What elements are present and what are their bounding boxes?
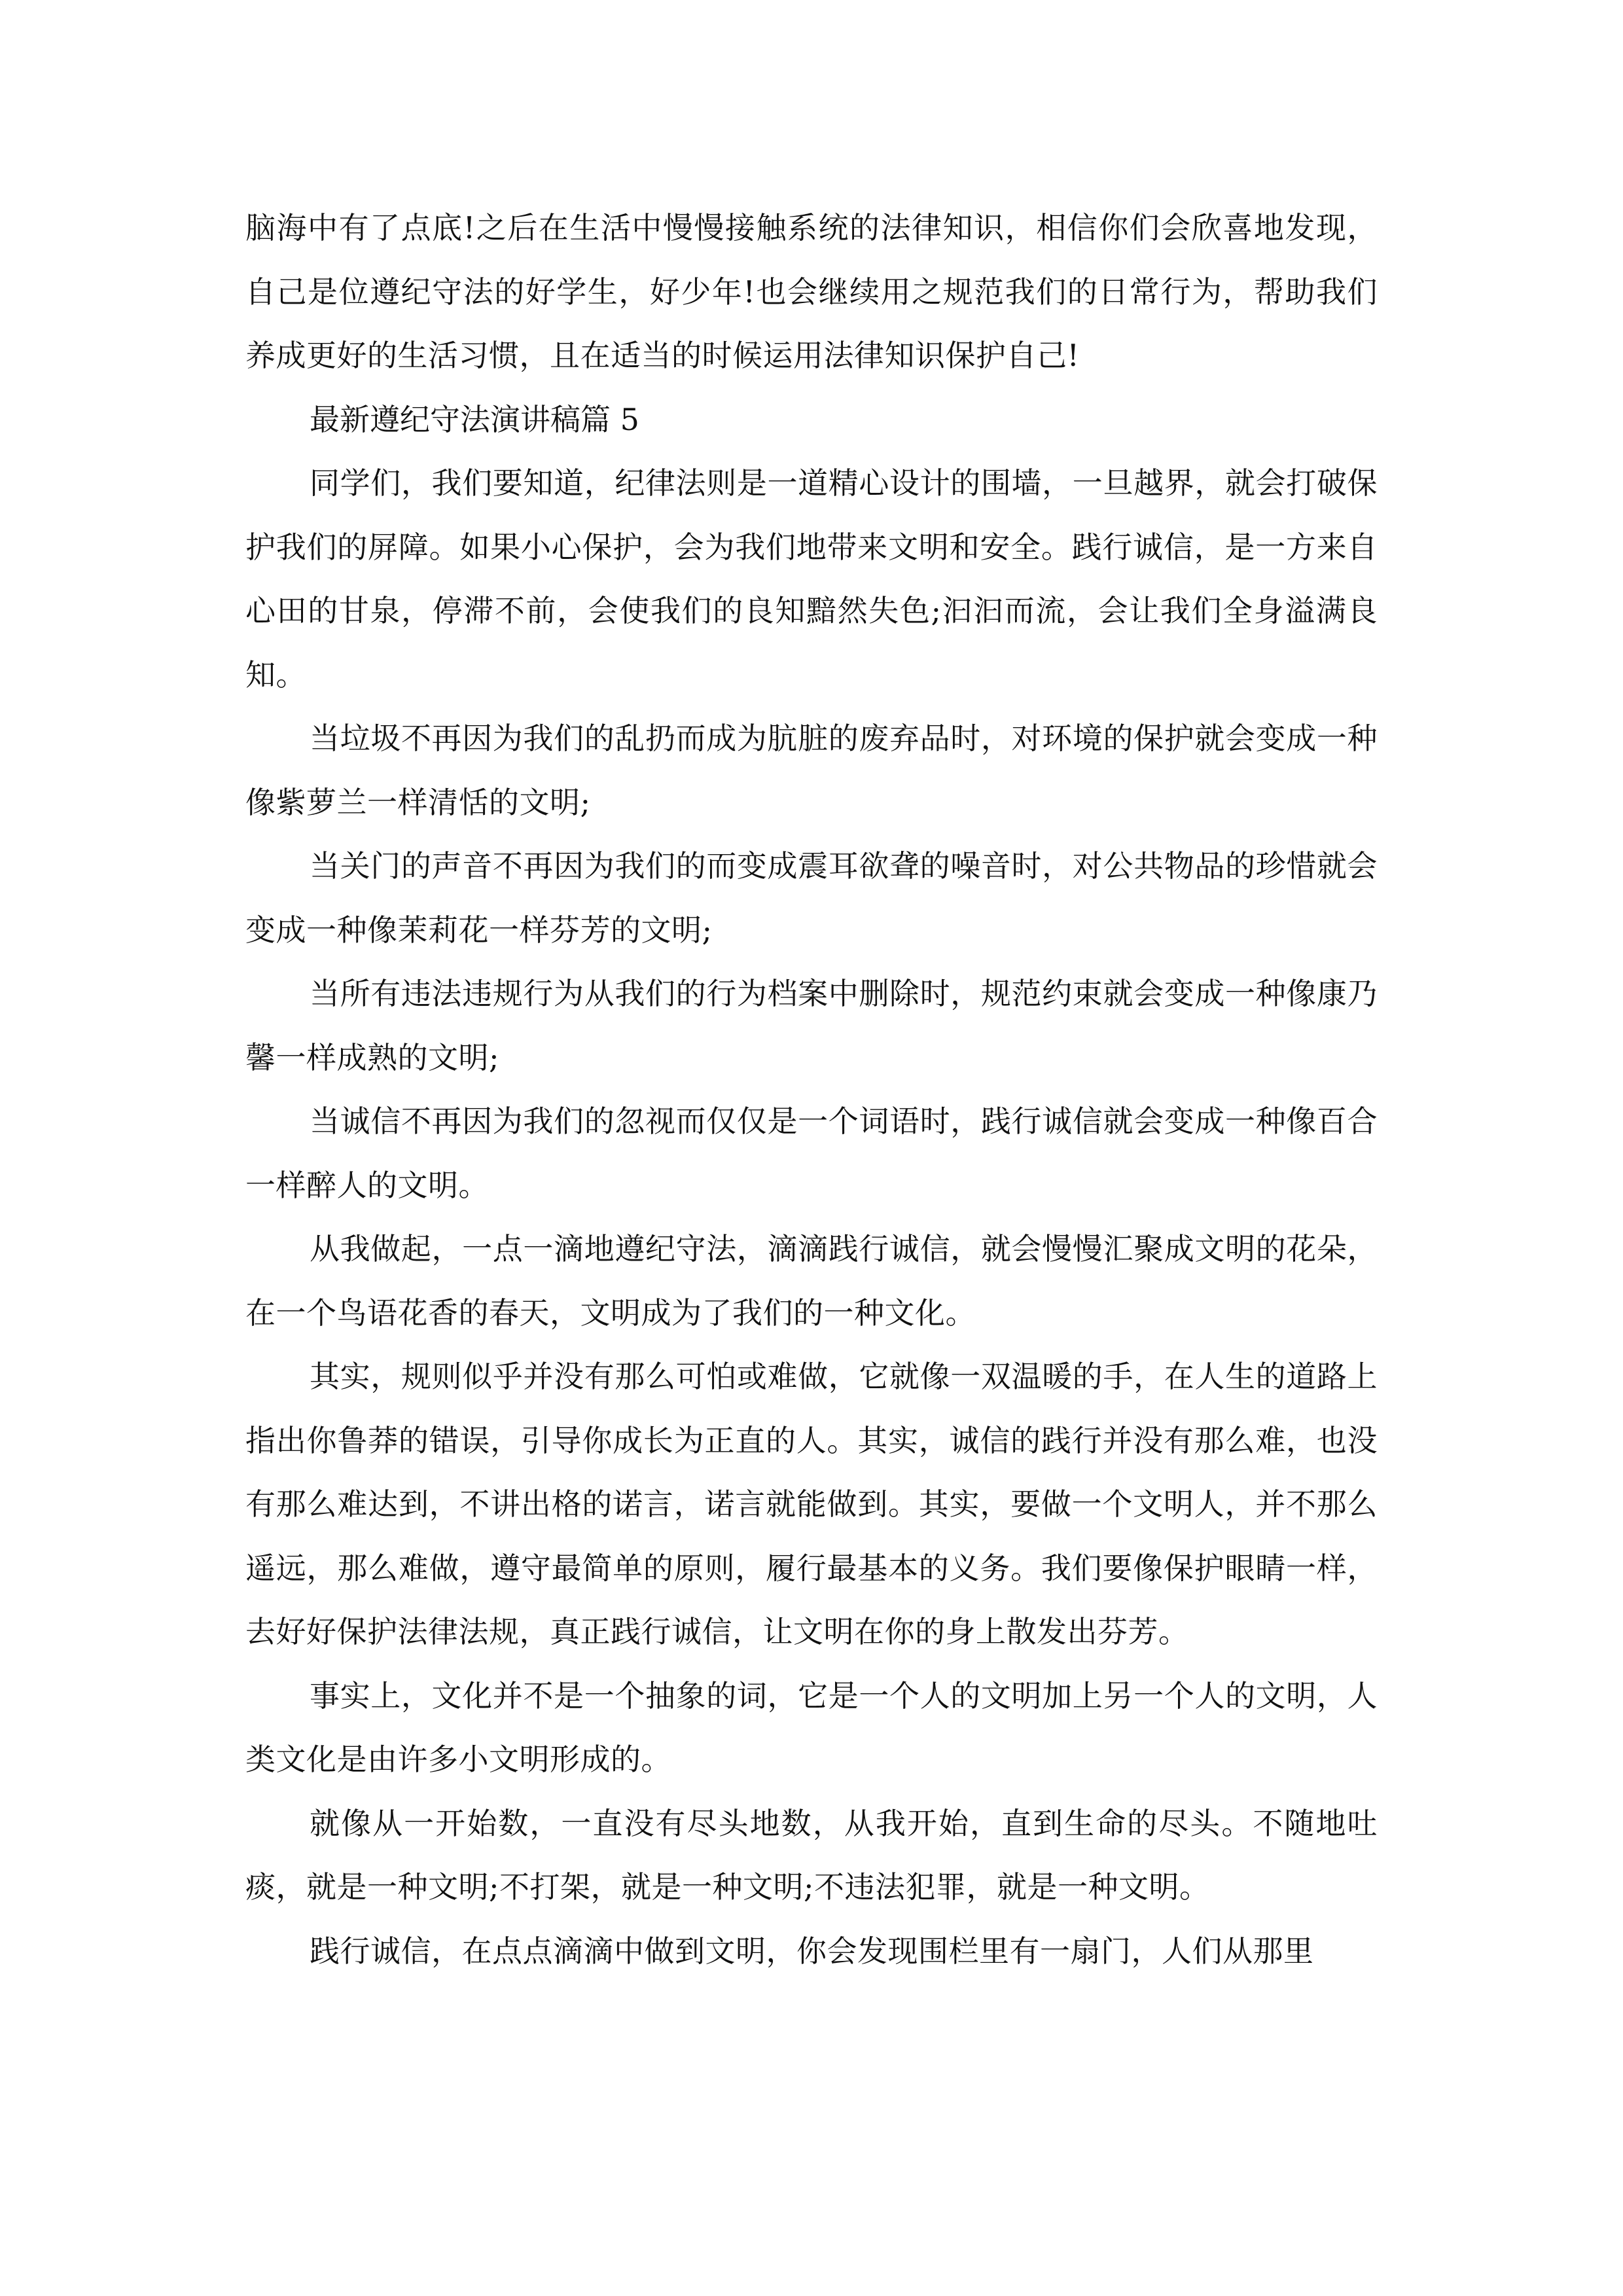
paragraph: 当垃圾不再因为我们的乱扔而成为肮脏的废弃品时，对环境的保护就会变成一种像紫萝兰一样清恬的文明; bbox=[245, 721, 1378, 820]
continuation-paragraph: 脑海中有了点底!之后在生活中慢慢接触系统的法律知识，相信你们会欣喜地发现，自己是位遵纪守法的好学生，好少年!也会继续用之规范我们的日常行为，帮助我们养成更好的生活习惯，且在适当的时候运用法律知识保护自己! bbox=[245, 210, 1378, 373]
paragraph: 当诚信不再因为我们的忽视而仅仅是一个词语时，践行诚信就会变成一种像百合一样醉人的文明。 bbox=[245, 1103, 1378, 1203]
document-body bbox=[245, 196, 1378, 1983]
paragraph: 事实上，文化并不是一个抽象的词，它是一个人的文明加上另一个人的文明，人类文化是由许多小文明形成的。 bbox=[245, 1677, 1378, 1777]
paragraph: 当所有违法违规行为从我们的行为档案中删除时，规范约束就会变成一种像康乃馨一样成熟的文明; bbox=[245, 976, 1378, 1075]
paragraph: 其实，规则似乎并没有那么可怕或难做，它就像一双温暖的手，在人生的道路上指出你鲁莽的错误，引导你成长为正直的人。其实，诚信的践行并没有那么难，也没有那么难达到，不讲出格的诺言，诺言就能做到。其实，要做一个文明人，并不那么遥远，那么难做，遵守最简单的原则，履行最基本的义务。我们要像保护眼睛一样，去好好保护法律法规，真正践行诚信，让文明在你的身上散发出芬芳。 bbox=[245, 1359, 1378, 1649]
paragraph: 就像从一开始数，一直没有尽头地数，从我开始，直到生命的尽头。不随地吐痰，就是一种文明;不打架，就是一种文明;不违法犯罪，就是一种文明。 bbox=[245, 1805, 1378, 1905]
paragraph: 当关门的声音不再因为我们的而变成震耳欲聋的噪音时，对公共物品的珍惜就会变成一种像茉莉花一样芬芳的文明; bbox=[245, 848, 1378, 948]
section-title: 最新遵纪守法演讲稿篇 5 bbox=[310, 401, 639, 437]
paragraph: 同学们，我们要知道，纪律法则是一道精心设计的围墙，一旦越界，就会打破保护我们的屏障。如果小心保护，会为我们地带来文明和安全。践行诚信，是一方来自心田的甘泉，停滞不前，会使我们的良知黯然失色;汩汩而流，会让我们全身溢满良知。 bbox=[245, 465, 1378, 692]
paragraph: 践行诚信，在点点滴滴中做到文明，你会发现围栏里有一扇门，人们从那里 bbox=[310, 1933, 1314, 1969]
paragraph: 从我做起，一点一滴地遵纪守法，滴滴践行诚信，就会慢慢汇聚成文明的花朵，在一个鸟语花香的春天，文明成为了我们的一种文化。 bbox=[245, 1231, 1378, 1331]
